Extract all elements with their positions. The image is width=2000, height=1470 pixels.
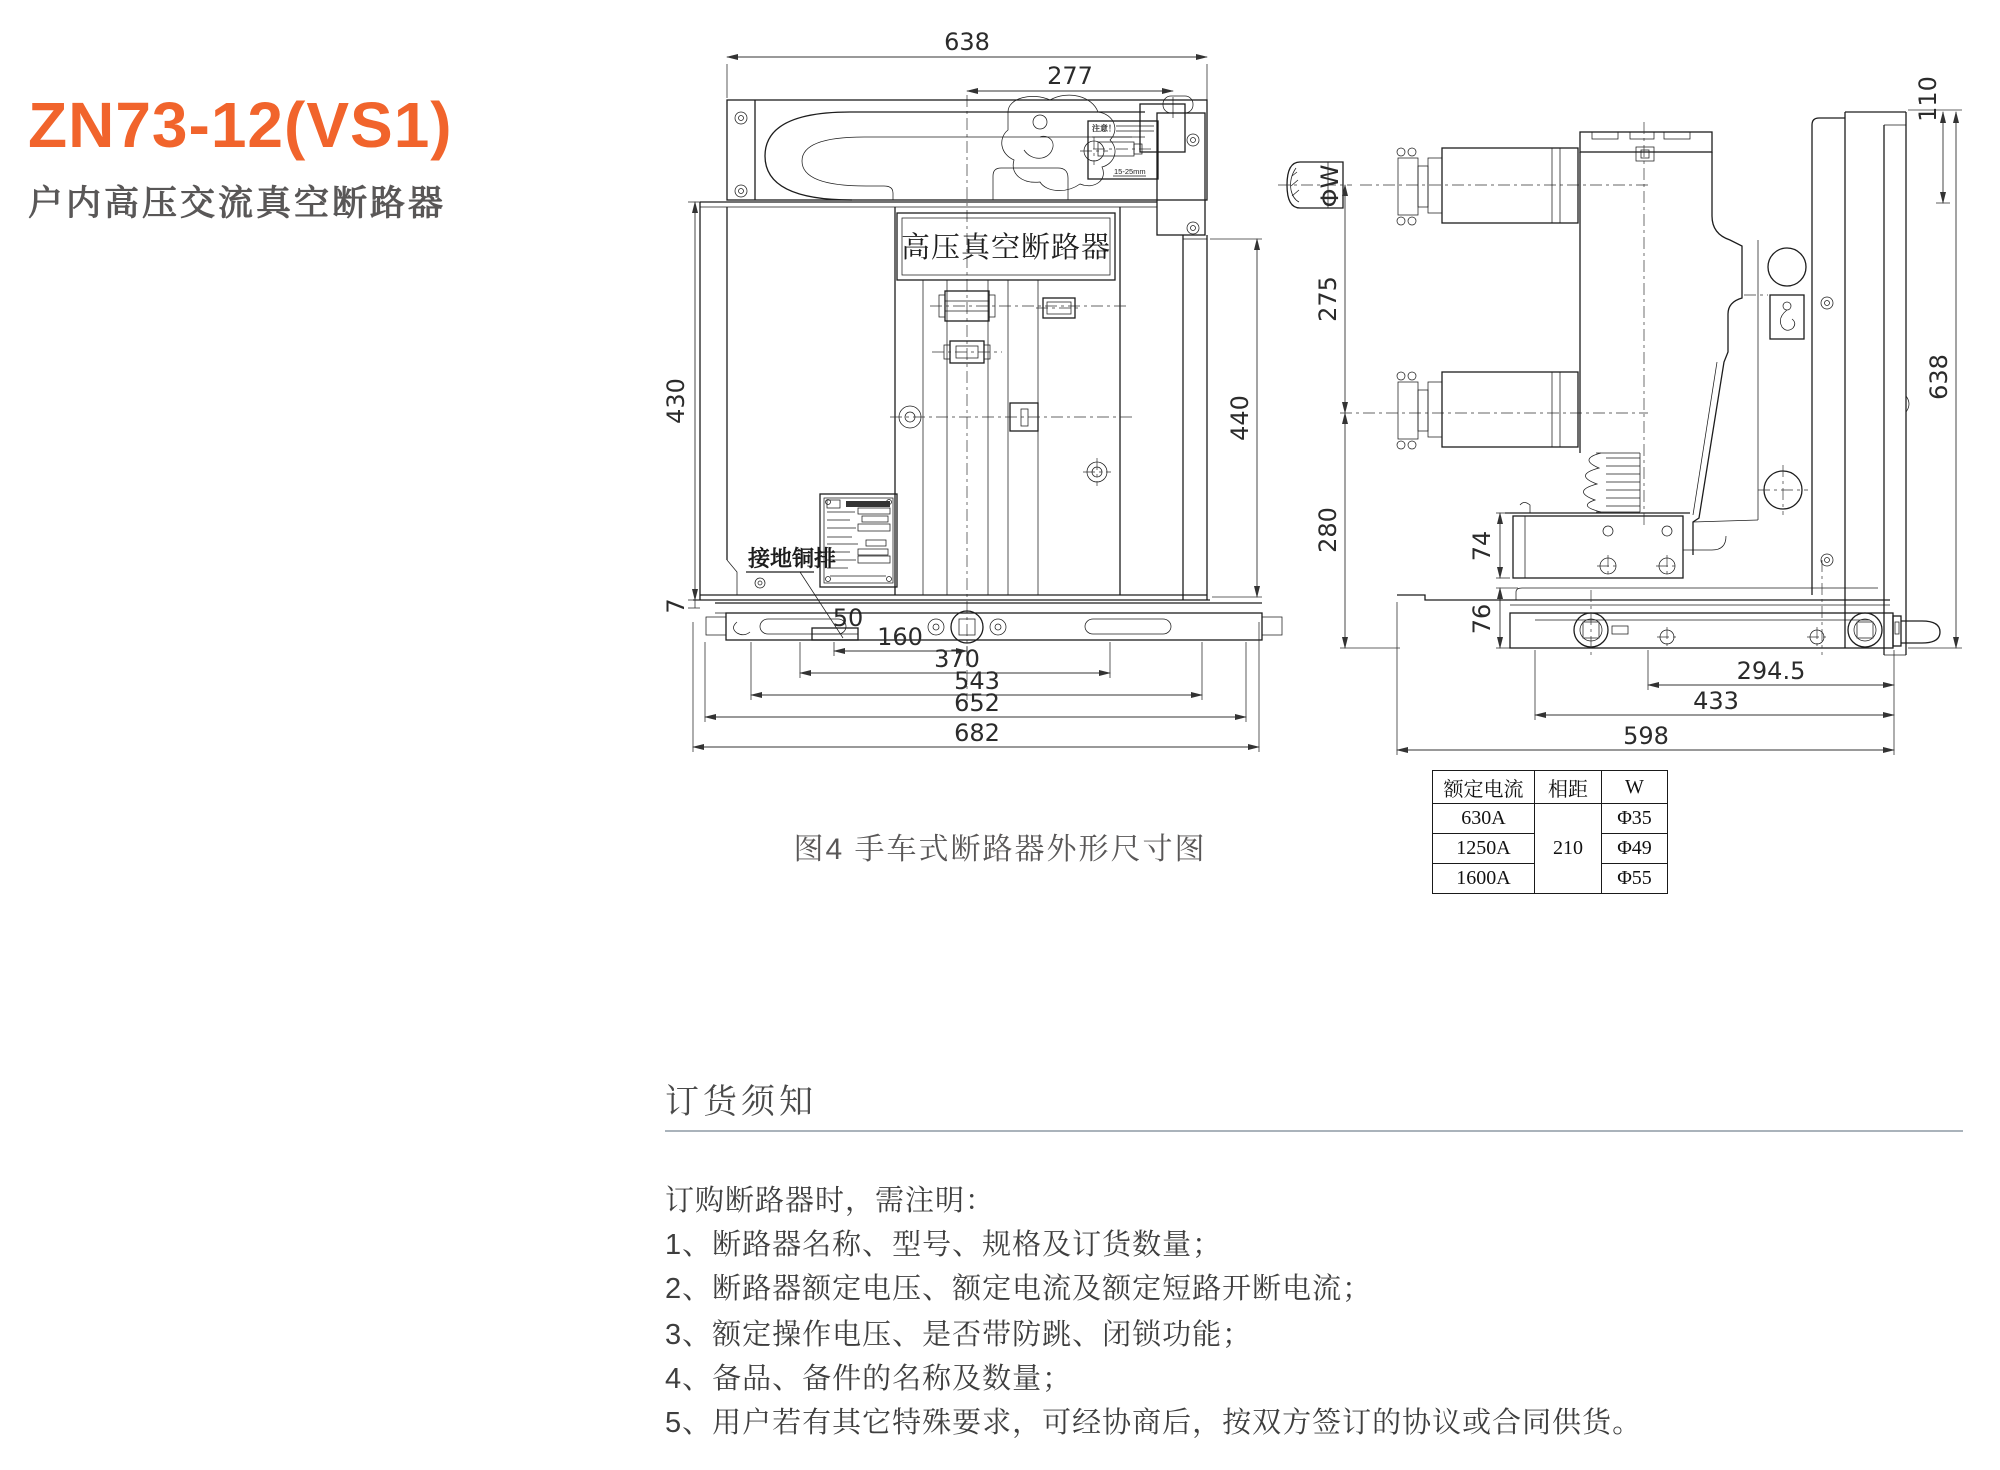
truck-base <box>706 603 1282 643</box>
dim-inner: 370 <box>934 645 980 673</box>
cell-w: Φ35 <box>1602 804 1668 834</box>
cell-current: 1600A <box>1433 864 1535 894</box>
dim-frame: 433 <box>1693 687 1739 715</box>
lower-terminal <box>1397 372 1428 449</box>
dim-total: 682 <box>954 719 1000 747</box>
cell-w: Φ55 <box>1602 864 1668 894</box>
table-row <box>1433 804 1668 834</box>
ordering-item: 3、额定操作电压、是否带防跳、闭锁功能； <box>665 1319 1253 1351</box>
side-view-drawing <box>1278 76 1962 755</box>
col-header-pitch: 相距 <box>1535 771 1602 804</box>
grounding-bar-label: 接地铜排 <box>748 546 837 571</box>
dim-base: 76 <box>1468 603 1496 635</box>
ordering-intro: 订购断路器时，需注明： <box>665 1185 996 1217</box>
upper-terminal <box>1397 148 1428 225</box>
dim-front-height: 430 <box>662 378 690 424</box>
breaker-plate-text: 高压真空断路器 <box>900 232 1112 264</box>
dim-side-height: 638 <box>1925 354 1953 400</box>
frame <box>1744 112 1909 655</box>
shaft-detail <box>1278 162 1352 208</box>
cell-current: 630A <box>1433 804 1535 834</box>
dim-pole-upper: 275 <box>1314 276 1342 322</box>
dim-base-plate: 7 <box>662 598 690 614</box>
ordering-item: 1、断路器名称、型号、规格及订货数量； <box>665 1229 1223 1261</box>
rating-spec-table <box>1432 770 1668 894</box>
dim-mid: 543 <box>954 667 1000 695</box>
rating-nameplate <box>820 494 897 587</box>
dim-door-height: 440 <box>1226 395 1254 441</box>
shaft-diameter-label: ΦW <box>1316 164 1344 208</box>
front-view-drawing <box>662 28 1282 752</box>
page-title: ZN73-12(VS1) <box>28 89 453 161</box>
dim-wheelbase: 294.5 <box>1736 657 1806 685</box>
warning-plate <box>1088 121 1158 179</box>
dim-mech-width: 277 <box>1047 62 1093 90</box>
ordering-item: 5、用户若有其它特殊要求，可经协商后，按双方签订的协议或合同供货。 <box>665 1407 1643 1439</box>
dim-bracket: 74 <box>1468 530 1496 562</box>
col-header-w: W <box>1602 771 1668 804</box>
warning-range-text: 15-25mm <box>1114 167 1146 176</box>
dim-depth: 598 <box>1623 722 1669 750</box>
cell-current: 1250A <box>1433 834 1535 864</box>
warning-text: 注意！ <box>1092 124 1116 133</box>
ordering-item: 2、断路器额定电压、额定电流及额定短路开断电流； <box>665 1273 1373 1305</box>
cell-w: Φ49 <box>1602 834 1668 864</box>
col-header-current: 额定电流 <box>1433 771 1535 804</box>
dim-outer: 652 <box>954 689 1000 717</box>
dim-front-width: 638 <box>944 28 990 56</box>
cell-pitch: 210 <box>1535 804 1602 894</box>
dim-top-step: 110 <box>1914 76 1942 122</box>
dim-pole-lower: 280 <box>1314 507 1342 553</box>
dim-track: 160 <box>877 623 923 651</box>
dim-ground-bar: 50 <box>832 604 864 632</box>
bellows <box>1583 453 1640 512</box>
figure-caption: 图4 手车式断路器外形尺寸图 <box>793 833 1207 866</box>
ordering-heading: 订货须知 <box>665 1083 817 1121</box>
ordering-item: 4、备品、备件的名称及数量； <box>665 1363 1073 1395</box>
page-subtitle: 户内高压交流真空断路器 <box>28 184 447 223</box>
hook-icon <box>1780 310 1794 330</box>
heading-divider <box>665 1130 1963 1132</box>
breaker-name-plate <box>897 213 1115 280</box>
